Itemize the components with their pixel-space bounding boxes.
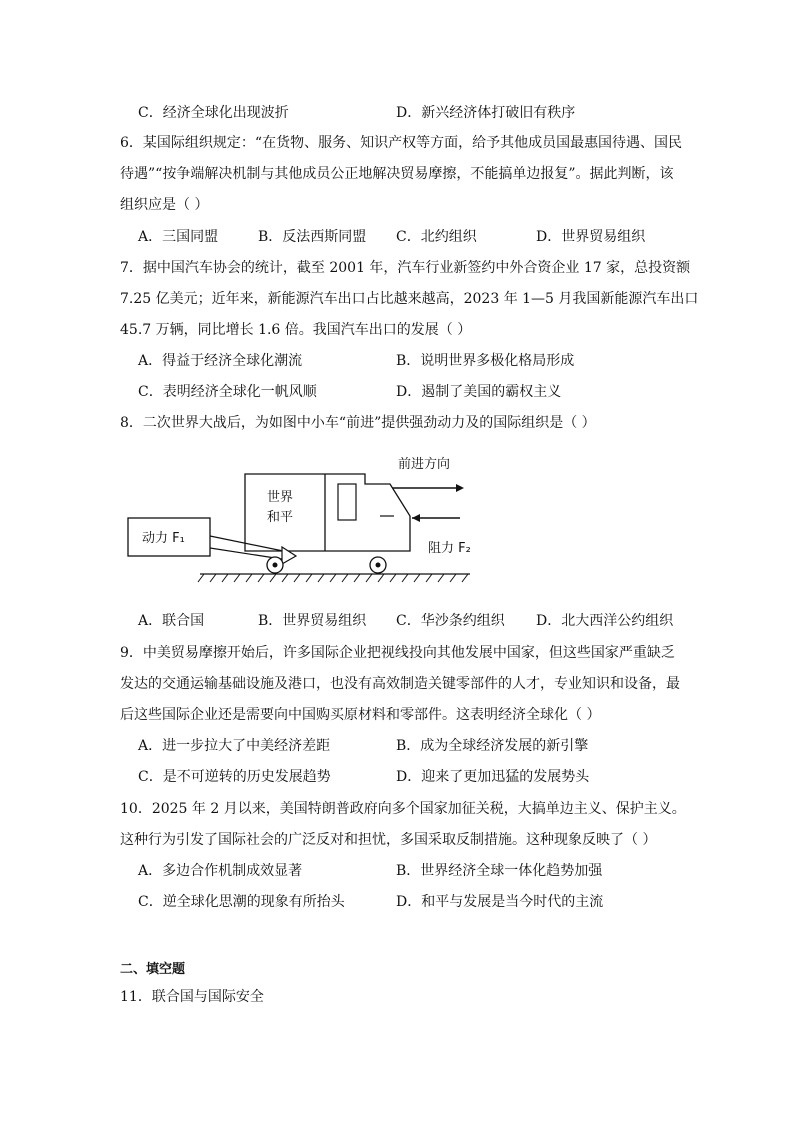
- q7-stem-line-3: 45.7 万辆，同比增长 1.6 倍。我国汽车出口的发展（ ）: [120, 322, 472, 338]
- q7-stem-line-2: 7.25 亿美元；近年来，新能源汽车出口占比越来越高，2023 年 1—5 月我国新能源汽车出口: [120, 291, 699, 307]
- q6-stem-line-1: 6．某国际组织规定：“在货物、服务、知识产权等方面，给予其他成员国最惠国待遇、国民: [120, 135, 683, 151]
- q8-option-a: A．联合国: [138, 613, 205, 629]
- force2-label: 阻力 F₂: [428, 541, 471, 556]
- truck-window: [338, 484, 356, 520]
- q6-option-a: A．三国同盟: [138, 229, 219, 245]
- q7-option-b: B．说明世界多极化格局形成: [396, 353, 575, 369]
- q6-stem-line-3: 组织应是（ ）: [120, 197, 209, 213]
- q5-option-d: D．新兴经济体打破旧有秩序: [396, 105, 576, 121]
- q11-stem: 11．联合国与国际安全: [120, 989, 264, 1005]
- q6-option-b: B．反法西斯同盟: [258, 229, 367, 245]
- q7-option-c: C．表明经济全球化一帆风顺: [138, 384, 317, 400]
- direction-label: 前进方向: [398, 457, 451, 472]
- q9-option-a: A．进一步拉大了中美经济差距: [138, 738, 331, 754]
- q10-stem-line-2: 这种行为引发了国际社会的广泛反对和担忧，多国采取反制措施。这种现象反映了（ ）: [120, 832, 657, 848]
- q8-option-c: C．华沙条约组织: [396, 613, 505, 629]
- q9-stem-line-1: 9．中美贸易摩擦开始后，许多国际企业把视线投向其他发展中国家，但这些国家严重缺乏: [120, 645, 675, 661]
- q10-option-d: D．和平与发展是当今时代的主流: [396, 894, 604, 910]
- q8-option-b: B．世界贸易组织: [258, 613, 367, 629]
- q5-option-c: C．经济全球化出现波折: [138, 105, 289, 121]
- q6-option-d: D．世界贸易组织: [536, 229, 646, 245]
- q9-option-c: C．是不可逆转的历史发展趋势: [138, 769, 331, 785]
- section-heading-fill-in: 二、填空题: [120, 962, 186, 977]
- q9-stem-line-3: 后这些国际企业还是需要向中国购买原材料和零部件。这表明经济全球化（ ）: [120, 707, 601, 723]
- q10-option-a: A．多边合作机制成效显著: [138, 863, 303, 879]
- q6-stem-line-2: 待遇”“按争端解决机制与其他成员公正地解决贸易摩擦，不能搞单边报复”。据此判断，该: [120, 166, 674, 182]
- q8-option-d: D．北大西洋公约组织: [536, 613, 674, 629]
- force1-label: 动力 F₁: [142, 531, 185, 546]
- q9-stem-line-2: 发达的交通运输基础设施及港口，也没有高效制造关键零部件的人才，专业知识和设备，最: [120, 676, 680, 692]
- truck-text-peace: 和平: [267, 510, 294, 525]
- ground-hatching: [198, 574, 468, 582]
- q9-option-d: D．迎来了更加迅猛的发展势头: [396, 769, 590, 785]
- wheel-rear-hub: [273, 563, 278, 568]
- wheel-front-hub: [376, 563, 381, 568]
- q8-force-diagram: [120, 448, 480, 593]
- q9-option-b: B．成为全球经济发展的新引擎: [396, 738, 589, 754]
- q10-stem-line-1: 10．2025 年 2 月以来，美国特朗普政府向多个国家加征关税，大搞单边主义、保护主义。: [120, 801, 686, 817]
- truck-text-world: 世界: [267, 490, 294, 505]
- q6-option-c: C．北约组织: [396, 229, 477, 245]
- q7-option-d: D．遏制了美国的霸权主义: [396, 384, 562, 400]
- q10-option-c: C．逆全球化思潮的现象有所抬头: [138, 894, 345, 910]
- q7-stem-line-1: 7．据中国汽车协会的统计，截至 2001 年，汽车行业新签约中外合资企业 17 家，总投资额: [120, 260, 691, 276]
- direction-arrowhead: [456, 484, 464, 492]
- q8-stem-line-1: 8．二次世界大战后，为如图中小车“前进”提供强劲动力及的国际组织是（ ）: [120, 415, 596, 431]
- resistance-arrowhead: [412, 514, 420, 522]
- q7-option-a: A．得益于经济全球化潮流: [138, 353, 303, 369]
- q10-option-b: B．世界经济全球一体化趋势加强: [396, 863, 603, 879]
